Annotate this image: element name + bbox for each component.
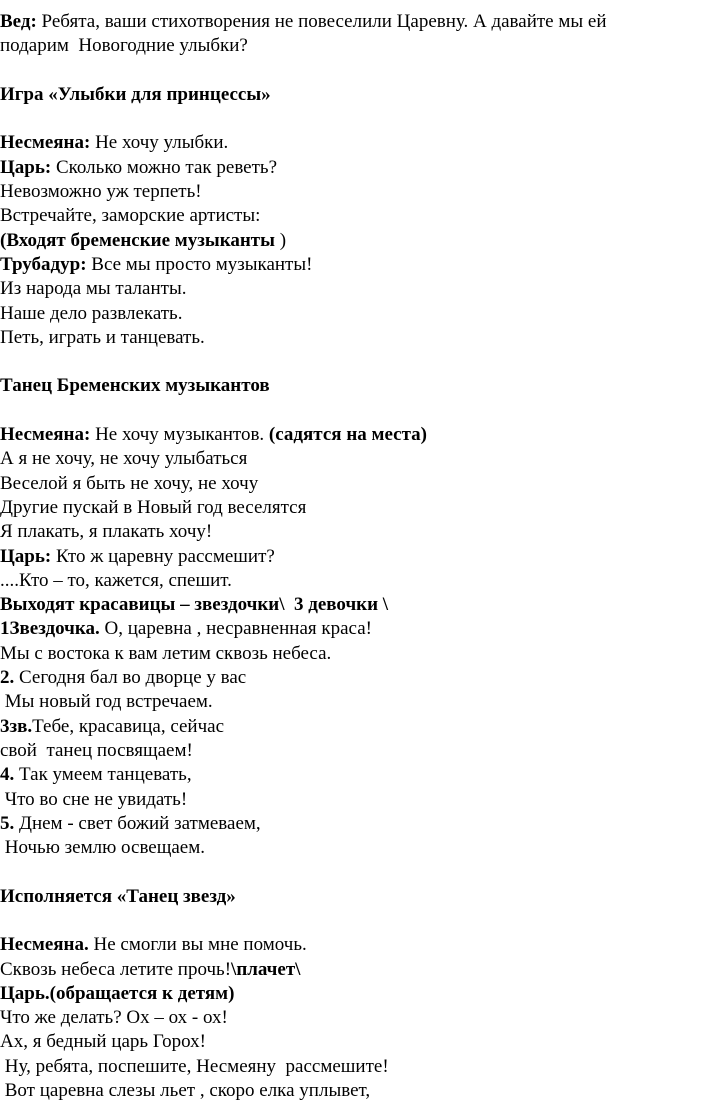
text-line: [0, 374, 694, 398]
text-line: [0, 180, 694, 204]
plain-text: Что же делать? Ох – ох - ох!: [0, 1007, 228, 1029]
plain-text: Невозможно уж терпеть!: [0, 181, 202, 203]
text-line: [0, 204, 694, 228]
text-line: [0, 34, 694, 58]
plain-text: Сколько можно так реветь?: [51, 156, 278, 178]
plain-text: Ночью землю освещаем.: [0, 837, 206, 859]
plain-text: ): [274, 229, 287, 251]
text-line: [0, 520, 694, 544]
text-line: [0, 131, 694, 155]
text-line: [0, 763, 694, 787]
bold-text: Исполняется «Танец звезд»: [0, 885, 236, 907]
plain-text: Кто ж царевну рассмешит?: [51, 545, 275, 567]
text-line: [0, 982, 694, 1006]
plain-text: Сегодня бал во дворце у вас: [14, 667, 247, 689]
bold-text: Выходят красавицы – звездочки\ 3 девочки \: [0, 594, 389, 616]
bold-text: Несмеяна:: [0, 424, 91, 446]
plain-text: Мы с востока к вам летим сквозь небеса.: [0, 642, 332, 664]
plain-text: Я плакать, я плакать хочу!: [0, 521, 213, 543]
text-line: [0, 666, 694, 690]
bold-text: Игра «Улыбки для принцессы»: [0, 83, 271, 105]
plain-text: Ребята, ваши стихотворения не повеселили Царевну. А давайте мы ей: [36, 11, 607, 32]
blank-line: [0, 909, 694, 933]
text-line: [0, 715, 694, 739]
text-line: [0, 885, 694, 909]
bold-text: 1Звездочка.: [0, 618, 100, 640]
text-line: [0, 690, 694, 714]
text-line: [0, 617, 694, 641]
plain-text: Сквозь небеса летите прочь!: [0, 958, 232, 980]
plain-text: Встречайте, заморские артисты:: [0, 205, 261, 227]
bold-text: Трубадур:: [0, 253, 87, 275]
plain-text: Днем - свет божий затмеваем,: [14, 812, 261, 834]
bold-text: 5.: [0, 812, 15, 834]
text-line: [0, 739, 694, 763]
blank-line: [0, 107, 694, 131]
blank-line: [0, 350, 694, 374]
bold-text: Царь:: [0, 156, 52, 178]
blank-line: [0, 59, 694, 83]
plain-text: Петь, играть и танцевать.: [0, 326, 205, 348]
text-line: [0, 10, 694, 34]
bold-text: (Входят бременские музыканты: [0, 229, 275, 251]
text-line: [0, 302, 694, 326]
text-line: [0, 836, 694, 860]
plain-text: Все мы просто музыканты!: [86, 253, 313, 275]
text-line: [0, 472, 694, 496]
bold-text: Царь.(обращается к детям): [0, 982, 235, 1004]
text-line: [0, 1079, 694, 1103]
text-line: [0, 1030, 694, 1054]
text-line: [0, 423, 694, 447]
text-line: [0, 326, 694, 350]
text-line: [0, 496, 694, 520]
text-line: [0, 933, 694, 957]
plain-text: Не хочу музыкантов.: [90, 424, 269, 446]
bold-text: 2.: [0, 667, 15, 689]
plain-text: Так умеем танцевать,: [14, 764, 192, 786]
bold-text: Несмеяна:: [0, 132, 91, 154]
text-line: [0, 812, 694, 836]
plain-text: свой танец посвящаем!: [0, 739, 193, 761]
text-line: [0, 83, 694, 107]
plain-text: Вот царевна слезы льет , скоро елка уплывет,: [0, 1080, 371, 1102]
plain-text: Не хочу улыбки.: [90, 132, 229, 154]
plain-text: А я не хочу, не хочу улыбаться: [0, 448, 248, 470]
text-line: [0, 788, 694, 812]
bold-text: Танец Бременских музыкантов: [0, 375, 270, 397]
text-line: [0, 229, 694, 253]
plain-text: Тебе, красавица, сейчас: [32, 715, 225, 737]
plain-text: подарим Новогодние улыбки?: [0, 35, 248, 57]
text-line: [0, 1055, 694, 1079]
text-line: [0, 1006, 694, 1030]
plain-text: Ну, ребята, поспешите, Несмеяну рассмешите!: [0, 1055, 389, 1077]
plain-text: Не смогли вы мне помочь.: [88, 934, 307, 956]
text-line: [0, 253, 694, 277]
text-line: [0, 958, 694, 982]
blank-line: [0, 860, 694, 884]
bold-text: 4.: [0, 764, 15, 786]
plain-text: Ах, я бедный царь Горох!: [0, 1031, 207, 1053]
text-line: [0, 156, 694, 180]
bold-text: Несмеяна.: [0, 934, 89, 956]
text-line: [0, 545, 694, 569]
text-line: [0, 277, 694, 301]
plain-text: Что во сне не увидать!: [0, 788, 188, 810]
plain-text: Наше дело развлекать.: [0, 302, 183, 324]
plain-text: Другие пускай в Новый год веселятся: [0, 496, 307, 518]
bold-text: Вед:: [0, 11, 37, 32]
bold-text: (садятся на места): [268, 424, 427, 446]
text-line: [0, 569, 694, 593]
plain-text: ....Кто – то, кажется, спешит.: [0, 569, 232, 591]
plain-text: Веселой я быть не хочу, не хочу: [0, 472, 259, 494]
plain-text: Мы новый год встречаем.: [0, 691, 213, 713]
bold-text: Царь:: [0, 545, 52, 567]
bold-text: \плачет\: [231, 958, 301, 980]
text-line: [0, 642, 694, 666]
plain-text: О, царевна , несравненная краса!: [99, 618, 372, 640]
text-line: [0, 593, 694, 617]
bold-text: 3зв.: [0, 715, 33, 737]
text-line: [0, 447, 694, 471]
blank-line: [0, 399, 694, 423]
plain-text: Из народа мы таланты.: [0, 278, 187, 300]
